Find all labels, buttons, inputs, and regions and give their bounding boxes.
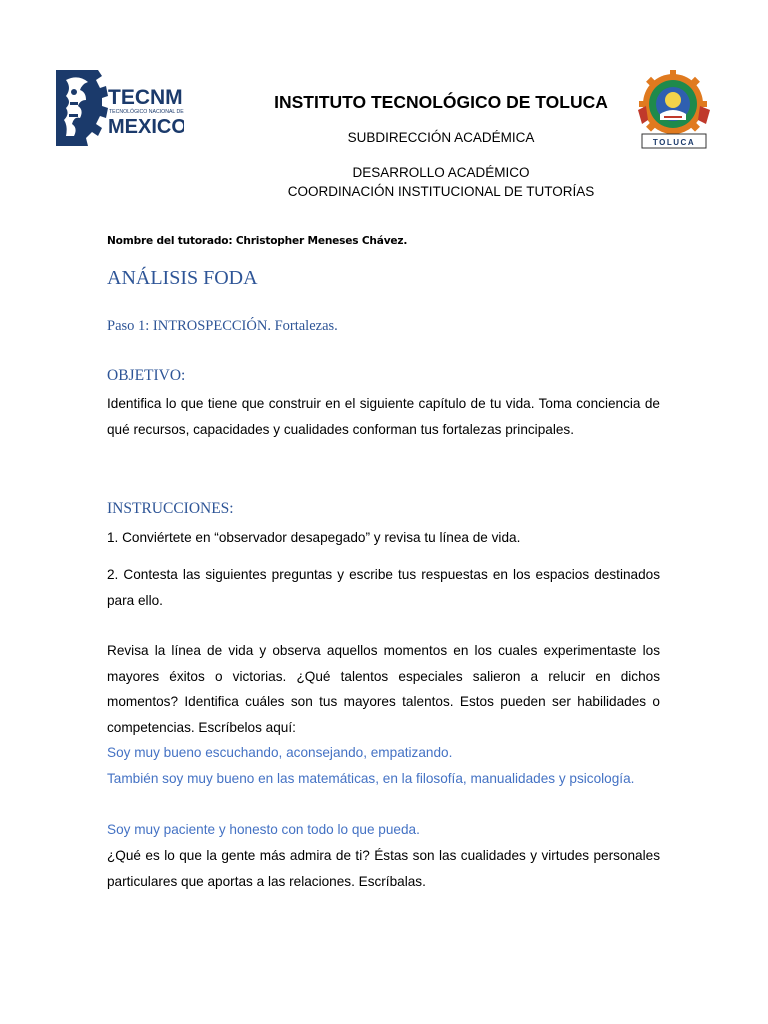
tecnm-logo-line2: TECNOLÓGICO NACIONAL DE	[109, 109, 184, 115]
toluca-seal-logo	[636, 70, 714, 152]
tecnm-logo	[52, 66, 184, 152]
tecnm-logo-line1: TECNM	[108, 86, 183, 109]
respuesta-3: Soy muy paciente y honesto con todo lo que pueda.	[107, 822, 420, 837]
instrucciones-heading: INSTRUCCIONES:	[107, 500, 234, 517]
respuesta-2: También soy muy bueno en las matemáticas, en la filosofía, manualidades y psicología.	[107, 771, 635, 786]
desarrollo-line: DESARROLLO ACADÉMICO	[352, 165, 530, 180]
instruccion-2: 2. Contesta las siguientes preguntas y escribe tus respuestas en los espacios destinados para ello.	[107, 567, 660, 608]
institute-title: INSTITUTO TECNOLÓGICO DE TOLUCA	[274, 92, 608, 112]
respuesta-1: Soy muy bueno escuchando, aconsejando, empatizando.	[107, 745, 453, 760]
document-title: ANÁLISIS FODA	[107, 267, 258, 289]
tecnm-logo-graphic	[52, 66, 184, 152]
paso-heading: Paso 1: INTROSPECCIÓN. Fortalezas.	[107, 318, 338, 334]
subdireccion-line: SUBDIRECCIÓN ACADÉMICA	[347, 130, 535, 145]
objetivo-text: Identifica lo que tiene que construir en el siguiente capítulo de tu vida. Toma conciencia de qué recursos, capacidades y cualidades conforman tus fortalezas principales.	[107, 396, 660, 437]
toluca-seal-label: TOLUCA	[652, 138, 696, 147]
tutorado-name: Nombre del tutorado: Christopher Meneses Chávez.	[107, 235, 408, 247]
instruccion-1: 1. Conviértete en “observador desapegado” y revisa tu línea de vida.	[107, 530, 521, 545]
coordinacion-line: COORDINACIÓN INSTITUCIONAL DE TUTORÍAS	[287, 184, 595, 199]
toluca-seal-graphic	[636, 70, 714, 152]
objetivo-heading: OBJETIVO:	[107, 367, 186, 384]
pregunta-admiracion: ¿Qué es lo que la gente más admira de ti? Éstas son las cualidades y virtudes personales particulares que aportas a las relaciones. Escríbalas.	[107, 848, 660, 889]
tecnm-logo-line3: MEXICO	[108, 116, 184, 138]
pregunta-talentos: Revisa la línea de vida y observa aquellos momentos en los cuales experimentaste los mayores éxitos o victorias. ¿Qué talentos especiales salieron a relucir en dichos momentos? Identifica cuáles son tus mayores talentos. Estos pueden ser habilidades o competencias. Escríbelos aquí:	[107, 643, 660, 735]
